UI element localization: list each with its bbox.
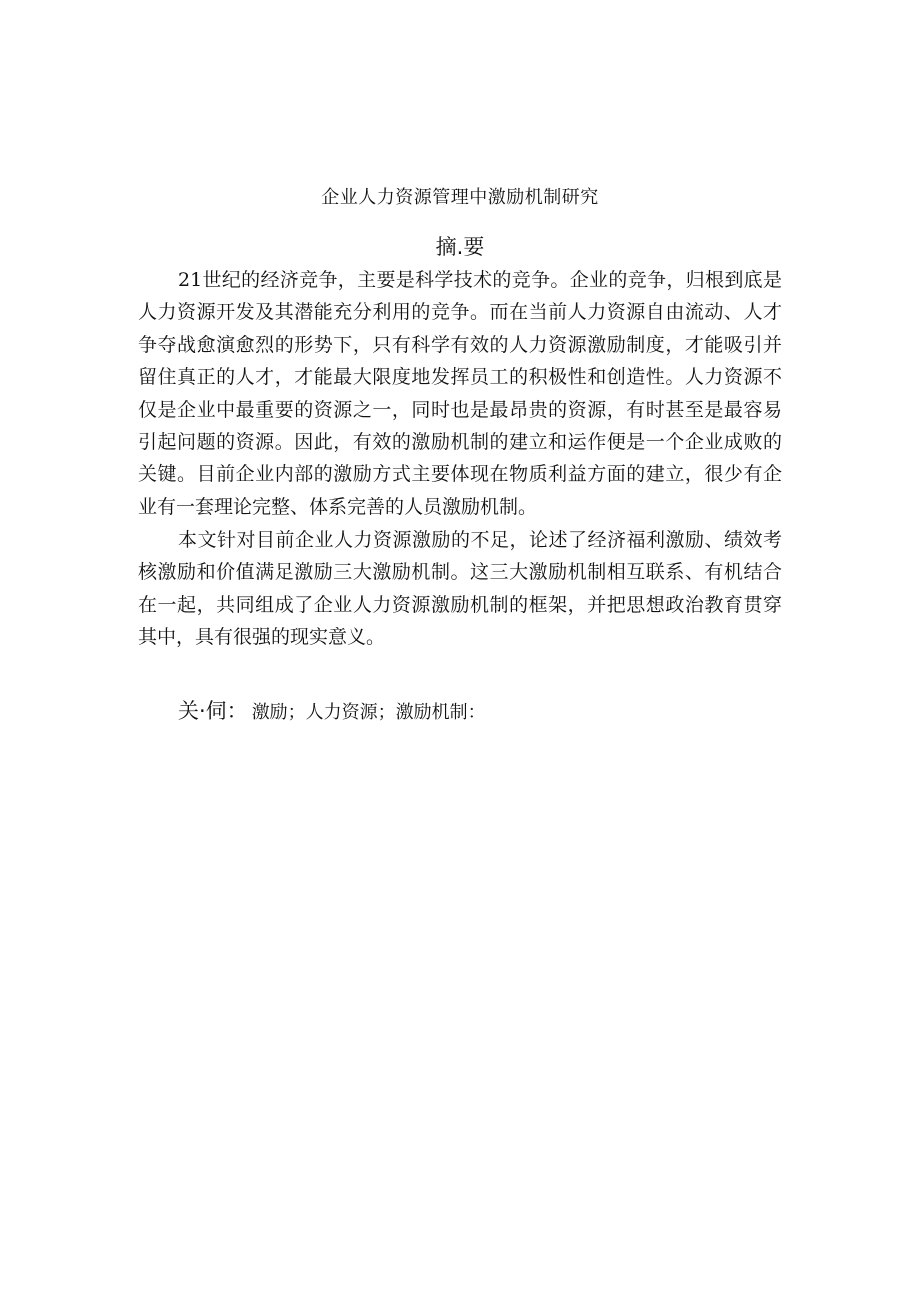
abstract-paragraph-1: 21世纪的经济竞争，主要是科学技术的竞争。企业的竞争，归根到底是人力资源开发及其潜能充分利用的竞争。而在当前人力资源自由流动、人才争夺战愈演愈烈的形势下，只有科学有效的人力资源激励制度，才能吸引并留住真正的人才，才能最大限度地发挥员工的积极性和创造性。人力资源不仅是企业中最重要的资源之一，同时也是最昂贵的资源，有时甚至是最容易引起问题的资源。因此，有效的激励机制的建立和运作便是一个企业成败的关键。目前企业内部的激励方式主要体现在物质利益方面的建立，很少有企业有一套理论完整、体系完善的人员激励机制。	[138, 269, 782, 518]
abstract-paragraph-2: 本文针对目前企业人力资源激励的不足，论述了经济福利激励、绩效考核激励和价值满足激励三大激励机制。这三大激励机制相互联系、有机结合在一起，共同组成了企业人力资源激励机制的框架，并把思想政治教育贯穿其中，具有很强的现实意义。	[138, 529, 782, 649]
keywords-label: 关·伺：	[178, 699, 248, 723]
keywords-value: 激励；人力资源；激励机制：	[251, 702, 486, 723]
keywords-line	[178, 696, 778, 728]
abstract-heading: 摘.要	[435, 235, 485, 259]
document-title: 企业人力资源管理中激励机制研究	[321, 187, 599, 208]
